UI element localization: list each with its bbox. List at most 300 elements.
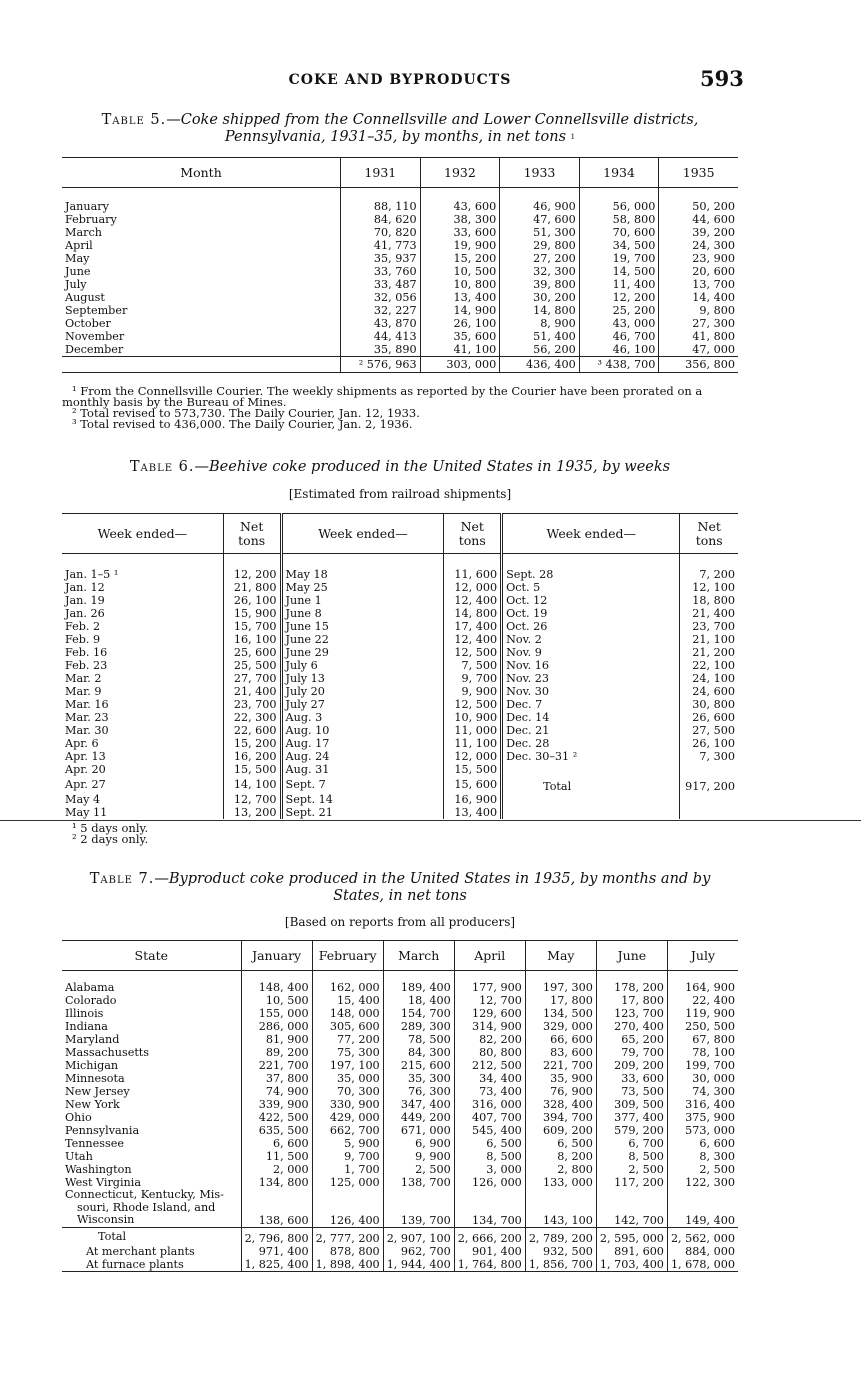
table-row <box>62 1098 738 1111</box>
net-tons-cell: 24, 100 <box>680 672 738 685</box>
total-cell: 2, 595, 000 <box>596 1227 667 1245</box>
table-row <box>62 633 738 646</box>
state-label: Ohio <box>65 1111 92 1124</box>
month-label: July <box>65 278 87 291</box>
value-cell: 8, 500 <box>596 1150 667 1163</box>
value-cell: 82, 200 <box>454 1033 525 1046</box>
week-label: Sept. 7 <box>281 776 444 793</box>
week-label: Sept. 28 <box>502 554 680 582</box>
week-label: July 13 <box>281 672 444 685</box>
week-label: June 1 <box>281 594 444 607</box>
value-cell: 84, 620 <box>341 213 421 226</box>
table7 <box>62 940 738 1272</box>
week-label: Oct. 5 <box>502 581 680 594</box>
column-header: 1935 <box>659 158 738 188</box>
value-cell: 407, 700 <box>454 1111 525 1124</box>
value-cell: 126, 400 <box>312 1189 383 1227</box>
table5-header-row <box>62 158 738 188</box>
value-cell: 221, 700 <box>525 1059 596 1072</box>
value-cell: 10, 800 <box>420 278 500 291</box>
value-cell: 314, 900 <box>454 1020 525 1033</box>
state-label: Washington <box>65 1163 132 1176</box>
value-cell: 15, 200 <box>420 252 500 265</box>
net-tons-cell: 11, 100 <box>444 737 502 750</box>
value-cell: 2, 800 <box>525 1163 596 1176</box>
net-tons-cell: 22, 100 <box>680 659 738 672</box>
table-row <box>62 265 738 278</box>
value-cell: 24, 300 <box>659 239 738 252</box>
net-tons-cell: 15, 200 <box>223 737 281 750</box>
table-row <box>62 188 738 214</box>
total-cell: 971, 400 <box>241 1245 312 1258</box>
table-row <box>62 763 738 776</box>
net-tons-cell: 16, 200 <box>223 750 281 763</box>
value-cell: 155, 000 <box>241 1007 312 1020</box>
value-cell: 65, 200 <box>596 1033 667 1046</box>
net-tons-cell: 12, 200 <box>223 554 281 582</box>
footnote: ¹ 5 days only. <box>72 821 149 835</box>
total-cell: 1, 856, 700 <box>525 1258 596 1272</box>
state-label: West Virginia <box>65 1176 142 1189</box>
state-label: Minnesota <box>65 1072 125 1085</box>
value-cell: 84, 300 <box>383 1046 454 1059</box>
value-cell: 73, 500 <box>596 1085 667 1098</box>
table-row <box>62 994 738 1007</box>
table6-label: Table 6. <box>129 459 195 475</box>
value-cell: 138, 600 <box>241 1189 312 1227</box>
value-cell: 27, 200 <box>500 252 580 265</box>
net-tons-cell: 12, 000 <box>444 750 502 763</box>
value-cell: 635, 500 <box>241 1124 312 1137</box>
value-cell: 6, 600 <box>667 1137 738 1150</box>
value-cell: 1, 700 <box>312 1163 383 1176</box>
table-row <box>62 698 738 711</box>
value-cell: 47, 600 <box>500 213 580 226</box>
value-cell: 9, 900 <box>383 1150 454 1163</box>
value-cell: 10, 500 <box>420 265 500 278</box>
value-cell: 73, 400 <box>454 1085 525 1098</box>
table-row <box>62 1085 738 1098</box>
week-label: June 22 <box>281 633 444 646</box>
value-cell: 316, 400 <box>667 1098 738 1111</box>
total-cell: 901, 400 <box>454 1245 525 1258</box>
value-cell: 449, 200 <box>383 1111 454 1124</box>
week-label: May 11 <box>65 806 108 819</box>
net-tons-cell: 21, 800 <box>223 581 281 594</box>
net-tons-cell: 14, 800 <box>444 607 502 620</box>
table-row <box>62 620 738 633</box>
value-cell: 46, 700 <box>579 330 659 343</box>
value-cell: 126, 000 <box>454 1176 525 1189</box>
value-cell: 329, 000 <box>525 1020 596 1033</box>
week-label: Jan. 19 <box>65 594 105 607</box>
value-cell: 38, 300 <box>420 213 500 226</box>
value-cell: 9, 800 <box>659 304 738 317</box>
week-label: Nov. 23 <box>502 672 680 685</box>
value-cell: 43, 000 <box>579 317 659 330</box>
week-label: Nov. 16 <box>502 659 680 672</box>
value-cell: 56, 200 <box>500 343 580 357</box>
week-label: Aug. 17 <box>281 737 444 750</box>
table5-caption-note: 1 <box>570 133 576 141</box>
value-cell: 133, 000 <box>525 1176 596 1189</box>
column-header: May <box>525 941 596 971</box>
total-cell: 1, 898, 400 <box>312 1258 383 1272</box>
value-cell: 23, 900 <box>659 252 738 265</box>
table-row <box>62 806 738 819</box>
value-cell: 43, 600 <box>420 188 500 214</box>
net-tons-cell: 12, 000 <box>444 581 502 594</box>
value-cell: 33, 760 <box>341 265 421 278</box>
net-tons-cell: 7, 500 <box>444 659 502 672</box>
table-row <box>62 1059 738 1072</box>
value-cell: 154, 700 <box>383 1007 454 1020</box>
value-cell: 70, 600 <box>579 226 659 239</box>
running-head: COKE AND BYPRODUCTS <box>288 72 512 88</box>
net-tons-cell: 15, 600 <box>444 776 502 793</box>
week-label: Nov. 9 <box>502 646 680 659</box>
value-cell: 41, 800 <box>659 330 738 343</box>
value-cell: 70, 820 <box>341 226 421 239</box>
value-cell: 221, 700 <box>241 1059 312 1072</box>
value-cell: 149, 400 <box>667 1189 738 1227</box>
value-cell: 177, 900 <box>454 971 525 995</box>
table7-title: —Byproduct coke produced in the United States in 1935, by months and by States, in net tons <box>154 871 711 904</box>
net-tons-cell: 21, 200 <box>680 646 738 659</box>
column-header: 1932 <box>420 158 500 188</box>
value-cell: 12, 200 <box>579 291 659 304</box>
value-cell: 6, 600 <box>241 1137 312 1150</box>
net-tons-cell: 22, 300 <box>223 711 281 724</box>
value-cell: 80, 800 <box>454 1046 525 1059</box>
state-label <box>62 1189 241 1227</box>
net-tons-cell: 16, 900 <box>444 793 502 806</box>
net-tons-cell: 30, 800 <box>680 698 738 711</box>
net-tons-cell: 27, 500 <box>680 724 738 737</box>
table-row <box>62 226 738 239</box>
table7-subtotal-row <box>62 1258 738 1272</box>
column-header: June <box>596 941 667 971</box>
total-cell: 878, 800 <box>312 1245 383 1258</box>
value-cell: 18, 400 <box>383 994 454 1007</box>
total-cell: 1, 703, 400 <box>596 1258 667 1272</box>
value-cell: 46, 100 <box>579 343 659 357</box>
value-cell: 143, 100 <box>525 1189 596 1227</box>
total-cell: 1, 944, 400 <box>383 1258 454 1272</box>
value-cell: 33, 600 <box>596 1072 667 1085</box>
week-label: Oct. 12 <box>502 594 680 607</box>
table5-label: Table 5. <box>101 112 167 128</box>
table-row <box>62 1020 738 1033</box>
value-cell: 134, 800 <box>241 1176 312 1189</box>
table-row <box>62 252 738 265</box>
value-cell: 162, 000 <box>312 971 383 995</box>
table-row <box>62 239 738 252</box>
table-row <box>62 659 738 672</box>
value-cell: 33, 487 <box>341 278 421 291</box>
month-label: June <box>65 265 91 278</box>
net-tons-cell: 25, 500 <box>223 659 281 672</box>
week-label: May 18 <box>281 554 444 582</box>
value-cell: 579, 200 <box>596 1124 667 1137</box>
net-tons-cell: 21, 100 <box>680 633 738 646</box>
net-tons-cell: 15, 500 <box>444 763 502 776</box>
value-cell: 394, 700 <box>525 1111 596 1124</box>
value-cell: 328, 400 <box>525 1098 596 1111</box>
value-cell: 47, 000 <box>659 343 738 357</box>
value-cell: 189, 400 <box>383 971 454 995</box>
value-cell: 5, 900 <box>312 1137 383 1150</box>
value-cell: 671, 000 <box>383 1124 454 1137</box>
week-label: May 25 <box>281 581 444 594</box>
table5-total-row <box>62 357 738 373</box>
value-cell: 35, 600 <box>420 330 500 343</box>
table6 <box>62 513 738 819</box>
value-cell: 2, 000 <box>241 1163 312 1176</box>
value-cell: 609, 200 <box>525 1124 596 1137</box>
value-cell: 339, 900 <box>241 1098 312 1111</box>
value-cell: 573, 000 <box>667 1124 738 1137</box>
value-cell: 19, 700 <box>579 252 659 265</box>
value-cell: 134, 700 <box>454 1189 525 1227</box>
net-tons-cell: 26, 100 <box>223 594 281 607</box>
value-cell: 422, 500 <box>241 1111 312 1124</box>
state-label: New Jersey <box>65 1085 130 1098</box>
month-label: January <box>65 200 109 213</box>
total-cell: 2, 907, 100 <box>383 1227 454 1245</box>
value-cell: 8, 900 <box>500 317 580 330</box>
table-row <box>62 750 738 763</box>
value-cell: 197, 100 <box>312 1059 383 1072</box>
week-label: Aug. 31 <box>281 763 444 776</box>
value-cell: 125, 000 <box>312 1176 383 1189</box>
value-cell: 289, 300 <box>383 1020 454 1033</box>
value-cell: 29, 800 <box>500 239 580 252</box>
table-row <box>62 711 738 724</box>
month-label: May <box>65 252 90 265</box>
value-cell: 88, 110 <box>341 188 421 214</box>
column-header: Net tons <box>680 514 738 554</box>
net-tons-cell: 15, 500 <box>223 763 281 776</box>
week-label: Apr. 6 <box>65 737 99 750</box>
week-label: Dec. 7 <box>502 698 680 711</box>
column-header: January <box>241 941 312 971</box>
value-cell: 37, 800 <box>241 1072 312 1085</box>
footnote: ¹ From the Connellsville Courier. The weekly shipments as reported by the Courier have been prorated on a monthly basis by the Bureau of Mines. <box>62 384 703 409</box>
state-label-line: Connecticut, Kentucky, Mis- <box>65 1188 224 1201</box>
week-label: Mar. 30 <box>65 724 109 737</box>
week-label: Feb. 16 <box>65 646 108 659</box>
value-cell: 83, 600 <box>525 1046 596 1059</box>
week-label: Aug. 24 <box>281 750 444 763</box>
total-cell: 2, 777, 200 <box>312 1227 383 1245</box>
value-cell: 119, 900 <box>667 1007 738 1020</box>
value-cell: 44, 600 <box>659 213 738 226</box>
table-row <box>62 1163 738 1176</box>
state-label: Indiana <box>65 1020 108 1033</box>
total-cell: 1, 678, 000 <box>667 1258 738 1272</box>
value-cell: 197, 300 <box>525 971 596 995</box>
week-label: June 8 <box>281 607 444 620</box>
table-row <box>62 737 738 750</box>
table-row <box>62 1072 738 1085</box>
value-cell: 330, 900 <box>312 1098 383 1111</box>
table-row <box>62 330 738 343</box>
month-label: August <box>65 291 105 304</box>
week-label: Total <box>502 776 680 793</box>
value-cell: 56, 000 <box>579 188 659 214</box>
value-cell: 286, 000 <box>241 1020 312 1033</box>
net-tons-cell <box>680 793 738 806</box>
week-label: Mar. 16 <box>65 698 109 711</box>
footnote: ² 2 days only. <box>72 832 149 846</box>
state-label: Colorado <box>65 994 117 1007</box>
value-cell: 14, 900 <box>420 304 500 317</box>
week-label: Dec. 21 <box>502 724 680 737</box>
value-cell: 9, 700 <box>312 1150 383 1163</box>
value-cell: 209, 200 <box>596 1059 667 1072</box>
value-cell: 148, 000 <box>312 1007 383 1020</box>
net-tons-cell: 18, 800 <box>680 594 738 607</box>
table-row <box>62 581 738 594</box>
month-label: November <box>65 330 125 343</box>
value-cell: 123, 700 <box>596 1007 667 1020</box>
value-cell: 270, 400 <box>596 1020 667 1033</box>
table6-caption <box>62 459 738 476</box>
total-cell: 356, 800 <box>659 357 738 373</box>
value-cell: 17, 800 <box>596 994 667 1007</box>
table7-caption <box>62 871 738 905</box>
net-tons-cell: 12, 500 <box>444 646 502 659</box>
value-cell: 309, 500 <box>596 1098 667 1111</box>
month-label: April <box>65 239 93 252</box>
value-cell: 3, 000 <box>454 1163 525 1176</box>
week-label: Jan. 12 <box>65 581 105 594</box>
net-tons-cell: 23, 700 <box>680 620 738 633</box>
net-tons-cell: 13, 200 <box>223 806 281 819</box>
value-cell: 78, 100 <box>667 1046 738 1059</box>
table-row <box>62 1033 738 1046</box>
total-cell: 932, 500 <box>525 1245 596 1258</box>
value-cell: 122, 300 <box>667 1176 738 1189</box>
column-header: Net tons <box>444 514 502 554</box>
week-label: Nov. 2 <box>502 633 680 646</box>
value-cell: 20, 600 <box>659 265 738 278</box>
table6-subtitle: [Estimated from railroad shipments] <box>288 487 512 501</box>
table7-total-row <box>62 1227 738 1245</box>
week-label: Apr. 13 <box>65 750 106 763</box>
column-header: 1933 <box>500 158 580 188</box>
state-label-line: souri, Rhode Island, and <box>77 1200 216 1214</box>
value-cell: 50, 200 <box>659 188 738 214</box>
value-cell: 58, 800 <box>579 213 659 226</box>
net-tons-cell: 917, 200 <box>680 776 738 793</box>
value-cell: 148, 400 <box>241 971 312 995</box>
value-cell: 30, 200 <box>500 291 580 304</box>
total-label: At furnace plants <box>86 1257 184 1271</box>
value-cell: 34, 400 <box>454 1072 525 1085</box>
net-tons-cell: 7, 300 <box>680 750 738 763</box>
value-cell: 35, 937 <box>341 252 421 265</box>
value-cell: 129, 600 <box>454 1007 525 1020</box>
net-tons-cell: 13, 400 <box>444 806 502 819</box>
value-cell: 74, 300 <box>667 1085 738 1098</box>
value-cell: 178, 200 <box>596 971 667 995</box>
value-cell: 212, 500 <box>454 1059 525 1072</box>
value-cell: 77, 200 <box>312 1033 383 1046</box>
net-tons-cell: 10, 900 <box>444 711 502 724</box>
net-tons-cell: 16, 100 <box>223 633 281 646</box>
value-cell: 6, 500 <box>454 1137 525 1150</box>
week-label: Aug. 3 <box>281 711 444 724</box>
value-cell: 347, 400 <box>383 1098 454 1111</box>
total-cell: 1, 825, 400 <box>241 1258 312 1272</box>
value-cell: 43, 870 <box>341 317 421 330</box>
net-tons-cell <box>680 806 738 819</box>
column-header: 1931 <box>341 158 421 188</box>
value-cell: 78, 500 <box>383 1033 454 1046</box>
value-cell: 10, 500 <box>241 994 312 1007</box>
value-cell: 2, 500 <box>383 1163 454 1176</box>
total-label: At merchant plants <box>86 1244 195 1258</box>
value-cell: 8, 200 <box>525 1150 596 1163</box>
total-cell: 303, 000 <box>420 357 500 373</box>
state-label: Utah <box>65 1150 93 1163</box>
state-label-line: Wisconsin <box>77 1213 135 1227</box>
value-cell: 41, 100 <box>420 343 500 357</box>
value-cell: 35, 890 <box>341 343 421 357</box>
net-tons-cell: 12, 700 <box>223 793 281 806</box>
table7-subtitle: [Based on reports from all producers] <box>284 915 516 929</box>
week-label <box>502 793 680 806</box>
value-cell: 12, 700 <box>454 994 525 1007</box>
week-label: Oct. 19 <box>502 607 680 620</box>
net-tons-cell: 26, 100 <box>680 737 738 750</box>
total-cell: ² 576, 963 <box>341 357 421 373</box>
column-header: 1934 <box>579 158 659 188</box>
week-label: Feb. 23 <box>65 659 108 672</box>
column-header: Week ended— <box>502 514 680 554</box>
net-tons-cell: 15, 700 <box>223 620 281 633</box>
state-label: Pennsylvania <box>65 1124 140 1137</box>
week-label: July 6 <box>281 659 444 672</box>
table-row <box>62 1189 738 1227</box>
total-label <box>62 357 341 373</box>
week-label: Aug. 10 <box>281 724 444 737</box>
table-row <box>62 554 738 582</box>
week-label: Mar. 23 <box>65 711 109 724</box>
column-header: March <box>383 941 454 971</box>
net-tons-cell: 22, 600 <box>223 724 281 737</box>
column-header: July <box>667 941 738 971</box>
table6-title: —Beehive coke produced in the United States in 1935, by weeks <box>194 459 671 475</box>
value-cell: 32, 300 <box>500 265 580 278</box>
value-cell: 34, 500 <box>579 239 659 252</box>
value-cell: 44, 413 <box>341 330 421 343</box>
week-label: Oct. 26 <box>502 620 680 633</box>
net-tons-cell: 26, 600 <box>680 711 738 724</box>
value-cell: 134, 500 <box>525 1007 596 1020</box>
value-cell: 15, 400 <box>312 994 383 1007</box>
table-row <box>62 1007 738 1020</box>
net-tons-cell: 11, 600 <box>444 554 502 582</box>
week-label: June 29 <box>281 646 444 659</box>
net-tons-cell: 9, 900 <box>444 685 502 698</box>
value-cell: 22, 400 <box>667 994 738 1007</box>
value-cell: 377, 400 <box>596 1111 667 1124</box>
value-cell: 138, 700 <box>383 1176 454 1189</box>
table-row <box>62 1111 738 1124</box>
